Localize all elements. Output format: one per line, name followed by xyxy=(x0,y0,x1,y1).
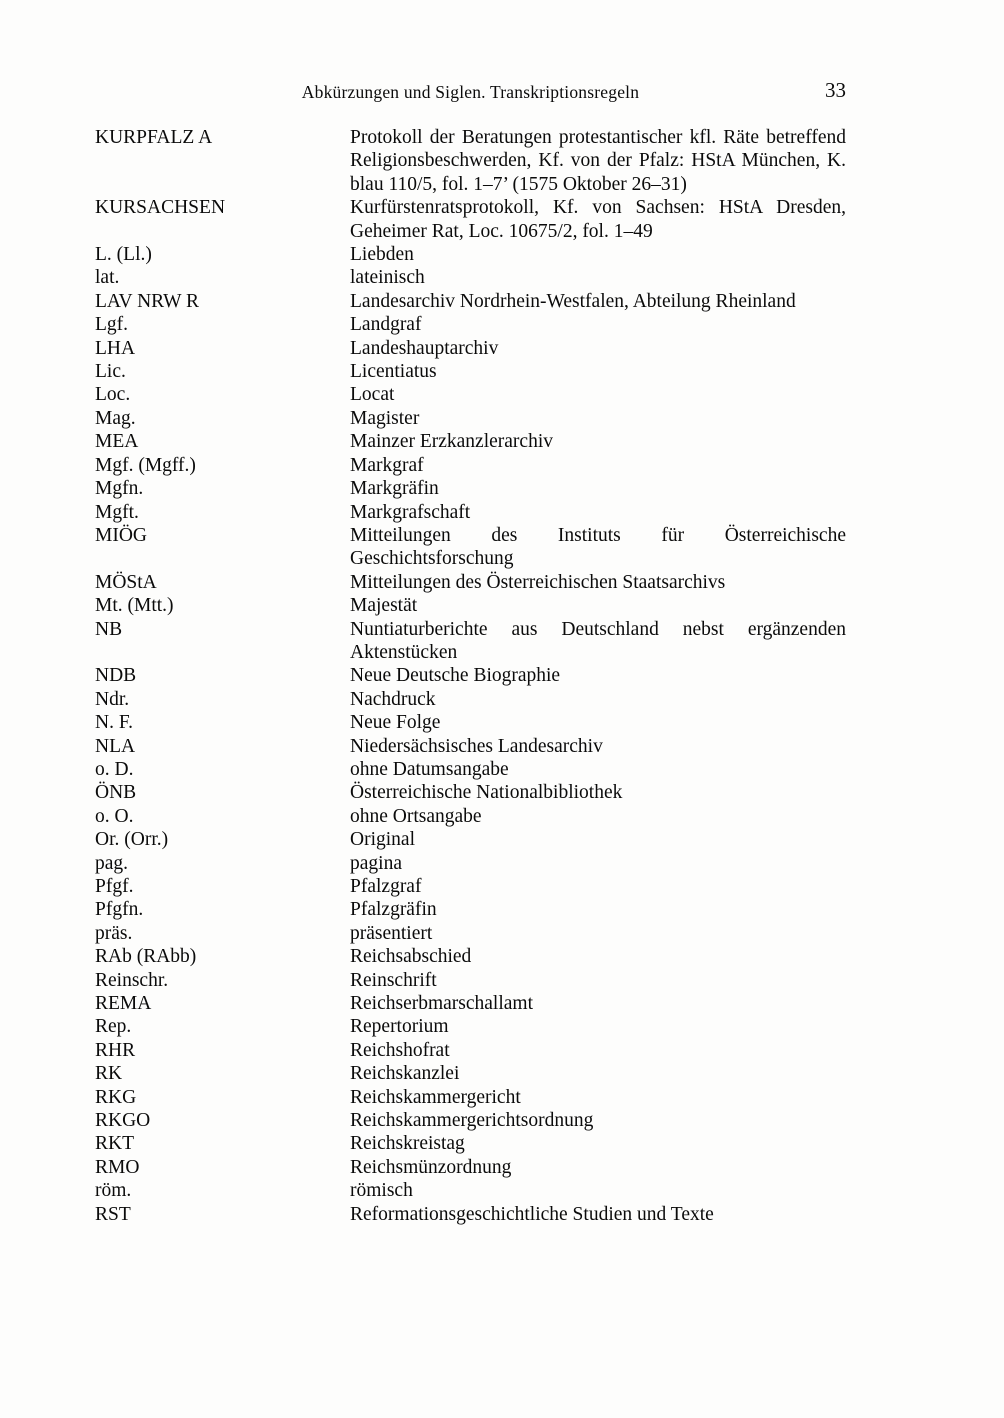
abbreviation: RK xyxy=(95,1063,123,1085)
definition: Reichserbmarschallamt xyxy=(350,993,534,1015)
abbreviation: Mgft. xyxy=(95,501,139,523)
abbreviation-entry xyxy=(95,243,846,266)
definition: Neue Deutsche Biographie xyxy=(350,665,561,687)
page-header xyxy=(95,78,846,114)
definition: Mitteilungen des Österreichischen Staatsarchivs xyxy=(350,571,726,593)
abbreviation-entry xyxy=(95,290,846,313)
abbreviation: ÖNB xyxy=(95,782,137,804)
abbreviation: lat. xyxy=(95,267,120,289)
definition: Locat xyxy=(350,384,395,406)
abbreviation-entry xyxy=(95,1179,846,1202)
abbreviation-entry xyxy=(95,313,846,336)
abbreviation-entry xyxy=(95,1062,846,1085)
abbreviation-entry xyxy=(95,196,846,243)
abbreviation: Rep. xyxy=(95,1016,132,1038)
abbreviation: Lic. xyxy=(95,361,126,383)
definition: Landeshauptarchiv xyxy=(350,337,499,359)
abbreviation: RST xyxy=(95,1203,131,1225)
abbreviation: MÖStA xyxy=(95,571,157,593)
definition: Reichsabschied xyxy=(350,946,472,968)
definition: Liebden xyxy=(350,244,414,266)
definition: Majestät xyxy=(350,595,418,617)
abbreviation: Pfgf. xyxy=(95,876,134,897)
definition: Reichshofrat xyxy=(350,1039,450,1061)
abbreviation-entry xyxy=(95,524,846,571)
definition: Repertorium xyxy=(350,1016,449,1038)
definition: Reichskammergericht xyxy=(350,1086,521,1108)
abbreviation-entry xyxy=(95,828,846,851)
definition: Pfalzgraf xyxy=(350,876,422,897)
definition: Niedersächsisches Landesarchiv xyxy=(350,735,603,757)
abbreviation-entry xyxy=(95,805,846,828)
definition: ohne Datumsangabe xyxy=(350,758,509,780)
abbreviation: pag. xyxy=(95,852,129,874)
definition: römisch xyxy=(350,1180,413,1202)
abbreviation: MEA xyxy=(95,431,139,453)
abbreviation-entry xyxy=(95,945,846,968)
abbreviation-entry xyxy=(95,266,846,289)
abbreviation: Loc. xyxy=(95,384,131,406)
definition: Licentiatus xyxy=(350,361,437,383)
abbreviation-entry xyxy=(95,1156,846,1179)
abbreviation: LAV NRW R xyxy=(95,290,200,312)
abbreviation: RHR xyxy=(95,1039,136,1061)
abbreviation: Ndr. xyxy=(95,688,130,710)
abbreviation-entry xyxy=(95,664,846,687)
abbreviation-entry xyxy=(95,898,846,921)
definition: Landgraf xyxy=(350,314,422,336)
abbreviation-entry xyxy=(95,992,846,1015)
abbreviation-entry xyxy=(95,922,846,945)
abbreviation-entry xyxy=(95,1109,846,1132)
definition: Neue Folge xyxy=(350,712,441,734)
definition: Markgrafschaft xyxy=(350,501,471,523)
abbreviation: KURPFALZ A xyxy=(95,127,213,148)
definition: Reichskreistag xyxy=(350,1133,465,1155)
abbreviation-entry xyxy=(95,1015,846,1038)
definition: Reichsmünzordnung xyxy=(350,1156,512,1178)
definition: Mitteilungen des Instituts für Österreichische Geschichtsforschung xyxy=(350,524,846,570)
abbreviation-entry xyxy=(95,1039,846,1062)
abbreviation-entry xyxy=(95,477,846,500)
definition: Markgräfin xyxy=(350,478,439,500)
definition: Magister xyxy=(350,407,420,429)
definition: Österreichische Nationalbibliothek xyxy=(350,782,623,804)
definition: Kurfürstenratsprotokoll, Kf. von Sachsen: HStA Dresden, Geheimer Rat, Loc. 10675/2, fol. 1–49 xyxy=(350,197,846,242)
definition: Nachdruck xyxy=(350,688,436,710)
abbreviation-entry xyxy=(95,1203,846,1226)
definition: Reichskanzlei xyxy=(350,1063,460,1085)
abbreviation-entry xyxy=(95,758,846,781)
definition: Reformationsgeschichtliche Studien und Texte xyxy=(350,1203,714,1225)
abbreviation-entry xyxy=(95,407,846,430)
abbreviation: RAb (RAbb) xyxy=(95,946,197,968)
abbreviation: KURSACHSEN xyxy=(95,197,226,219)
abbreviation-entry xyxy=(95,337,846,360)
abbreviation: Reinschr. xyxy=(95,969,169,991)
abbreviation-entry xyxy=(95,594,846,617)
definition: pagina xyxy=(350,852,402,874)
abbreviation: RMO xyxy=(95,1156,140,1178)
abbreviation: MIÖG xyxy=(95,524,147,546)
abbreviation: RKG xyxy=(95,1086,137,1108)
abbreviation-entry xyxy=(95,735,846,758)
abbreviation-entry xyxy=(95,688,846,711)
abbreviation: Mgf. (Mgff.) xyxy=(95,454,196,476)
abbreviation: RKT xyxy=(95,1133,134,1155)
abbreviation-entry xyxy=(95,1132,846,1155)
definition: Reichskammergerichtsordnung xyxy=(350,1110,594,1132)
definition: lateinisch xyxy=(350,267,425,289)
abbreviation-entry xyxy=(95,711,846,734)
abbreviation-entry xyxy=(95,781,846,804)
definition: Protokoll der Beratungen protestantischer kfl. Räte betreffend Religionsbeschwerden, Kf. von der Pfalz: HStA München, K. blau 110/5, fol. 1–7’ (1575 Oktober 26–31) xyxy=(350,127,846,195)
abbreviation-entry xyxy=(95,969,846,992)
abbreviation-entry xyxy=(95,1086,846,1109)
abbreviation-entry xyxy=(95,501,846,524)
abbreviation: Pfgfn. xyxy=(95,899,144,921)
abbreviation: Or. (Orr.) xyxy=(95,829,169,851)
abbreviation: o. O. xyxy=(95,805,134,827)
abbreviation: präs. xyxy=(95,922,133,944)
abbreviation: REMA xyxy=(95,993,152,1015)
abbreviation: NB xyxy=(95,618,123,640)
abbreviation: o. D. xyxy=(95,758,134,780)
definition: Pfalzgräfin xyxy=(350,899,437,921)
abbreviation: Mgfn. xyxy=(95,478,144,500)
definition: Reinschrift xyxy=(350,969,437,991)
abbreviation-entry xyxy=(95,126,846,196)
abbreviation-entry xyxy=(95,360,846,383)
abbreviation: röm. xyxy=(95,1180,132,1202)
definition: präsentiert xyxy=(350,922,433,944)
abbreviation: RKGO xyxy=(95,1110,151,1132)
abbreviation: NLA xyxy=(95,735,136,757)
abbreviation: N. F. xyxy=(95,712,133,734)
abbreviation-entry xyxy=(95,430,846,453)
definition: Landesarchiv Nordrhein-Westfalen, Abteilung Rheinland xyxy=(350,290,796,312)
abbreviation: LHA xyxy=(95,337,136,359)
abbreviation-list xyxy=(95,126,846,1226)
abbreviation-entry xyxy=(95,571,846,594)
abbreviation: Lgf. xyxy=(95,314,129,336)
abbreviation-entry xyxy=(95,875,846,898)
abbreviation: NDB xyxy=(95,665,137,687)
definition: Mainzer Erzkanzlerarchiv xyxy=(350,431,553,453)
page-number: 33 xyxy=(825,78,846,102)
text-block xyxy=(95,78,846,1226)
abbreviation: Mag. xyxy=(95,407,136,429)
abbreviation: L. (Ll.) xyxy=(95,244,152,266)
abbreviation-entry xyxy=(95,618,846,665)
abbreviation-entry xyxy=(95,852,846,875)
abbreviation-entry xyxy=(95,383,846,406)
definition: ohne Ortsangabe xyxy=(350,805,482,827)
running-head: Abkürzungen und Siglen. Transkriptionsregeln xyxy=(301,82,640,102)
definition: Nuntiaturberichte aus Deutschland nebst ergänzenden Aktenstücken xyxy=(350,618,846,663)
definition: Original xyxy=(350,829,415,851)
abbreviation-entry xyxy=(95,454,846,477)
abbreviation: Mt. (Mtt.) xyxy=(95,595,174,617)
definition: Markgraf xyxy=(350,454,424,476)
